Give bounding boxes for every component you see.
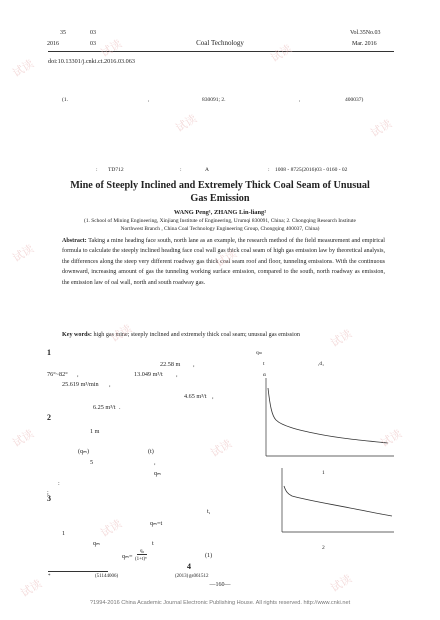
relative-emission-1: 4.65 m³/t bbox=[184, 393, 207, 400]
watermark: 试读 bbox=[18, 577, 45, 600]
semicolon: ; bbox=[47, 489, 49, 496]
period-1: . bbox=[119, 404, 121, 411]
watermark: 试读 bbox=[173, 112, 200, 135]
article-id-label: : bbox=[268, 167, 270, 173]
t-comma: t, bbox=[207, 508, 211, 515]
fig2-curve bbox=[284, 486, 392, 516]
equation-lhs: qₘ= bbox=[122, 553, 133, 560]
qm-symbol-3: qₘ bbox=[93, 540, 100, 547]
formula-inline: qₘ=t bbox=[150, 520, 163, 527]
one: 1 bbox=[62, 530, 66, 537]
fig-label-alpha: α bbox=[263, 372, 266, 378]
five: 5 bbox=[90, 459, 94, 466]
abstract-text: Taking a mine heading face south, north lane as an example, the research method of the field measurement and empirical formula to calculate the steeply inclined heading face coal wall gas thick coal seam of high gas emission law by theoretical analysis, the differences along the steep very different roadway gas thick coal seam roof and floor, tunneling emissions. With the continuous downward, increasing amount of gas the tunneling working surface emission, compared to the south, north roadway as emission, the emission law of oal wall, north and south roadway gas. bbox=[62, 238, 385, 286]
doi: doi:10.13301/j.cnki.ct.2016.03.063 bbox=[48, 58, 135, 65]
qm-symbol: (qₘ) bbox=[78, 448, 90, 455]
footnote-fund-2: (2013) bbox=[175, 574, 189, 579]
footnote-star: * bbox=[48, 574, 51, 579]
watermark: 试读 bbox=[328, 327, 355, 350]
fig1-caption: 1 bbox=[322, 470, 325, 476]
section-1-number: 1 bbox=[47, 348, 51, 357]
affil-en: (1. School of Mining Engineering, Xinjiang Institute of Engineering, Urumqi 830091, China; 2. Chongqing Research Institute bbox=[84, 218, 356, 224]
journal-name: Coal Technology bbox=[196, 39, 244, 47]
figure-1 bbox=[258, 376, 396, 466]
affil-en-2: Northwest Branch , China Coal Technology Engineering Group, Chongqing 400037, China) bbox=[120, 226, 320, 232]
figure-2 bbox=[270, 466, 396, 540]
keywords-label: Key words: bbox=[62, 332, 92, 338]
cnki-footer: ?1994-2016 China Academic Journal Electronic Publishing House. All rights reserved. http://www.cnki.net bbox=[89, 600, 351, 606]
authors: WANG Peng¹, ZHANG Lin-liang² bbox=[173, 209, 267, 216]
comma-2: , bbox=[77, 371, 79, 378]
affil-cn-3: 830091; 2. bbox=[202, 97, 226, 103]
title-en: Mine of Steeply Inclined and Extremely Thick Coal Seam of Unusual bbox=[70, 180, 370, 191]
footnote-fund-3: gs061512 bbox=[189, 574, 209, 579]
interval-1m: 1 m bbox=[90, 428, 100, 435]
watermark: 试读 bbox=[268, 42, 295, 65]
affil-cn-5: 400037) bbox=[345, 97, 364, 103]
comma-5: , bbox=[212, 393, 214, 400]
watermark: 试读 bbox=[98, 517, 125, 540]
equation-numerator: q₀ bbox=[137, 549, 147, 555]
fig1-curve bbox=[268, 388, 388, 443]
header-volume: 35 bbox=[60, 30, 66, 36]
watermark: 试读 bbox=[10, 57, 37, 80]
watermark: 试读 bbox=[213, 247, 240, 270]
doc-code: A bbox=[205, 167, 209, 173]
watermark: 试读 bbox=[10, 242, 37, 265]
t-symbol: (t) bbox=[148, 448, 154, 455]
header-number-2: 03 bbox=[90, 41, 96, 47]
fig-label-qm: qₘ bbox=[256, 350, 263, 356]
header-date-en: Mar. 2016 bbox=[352, 41, 377, 47]
title-en-2: Gas Emission bbox=[190, 193, 250, 204]
footnote-rule bbox=[48, 571, 108, 572]
section-2-number: 2 bbox=[47, 413, 51, 422]
relative-emission-2: 6.25 m³/t bbox=[93, 404, 116, 411]
absolute-emission: 25.619 m³/min bbox=[62, 381, 99, 388]
affil-cn-2: , bbox=[148, 97, 150, 103]
header-year: 2016 bbox=[47, 41, 59, 47]
qm-symbol-2: qₘ bbox=[154, 470, 161, 477]
comma-4: , bbox=[109, 381, 111, 388]
clc-code: TD712 bbox=[108, 167, 124, 173]
watermark: 试读 bbox=[368, 117, 395, 140]
fig-label-d1: ,d₁ bbox=[318, 361, 325, 367]
abstract-label: Abstract: bbox=[62, 238, 87, 244]
comma-6: , bbox=[154, 459, 156, 466]
equation-denominator: (1+t)ⁿ bbox=[135, 557, 147, 562]
doc-code-label: : bbox=[180, 167, 182, 173]
section-3-number: 3 bbox=[47, 494, 51, 503]
watermark: 试读 bbox=[378, 427, 405, 450]
header-number: 03 bbox=[90, 30, 96, 36]
keywords-text: high gas mine; steeply inclined and extremely thick coal seam; unusual gas emission bbox=[93, 332, 300, 338]
equation-number: (1) bbox=[205, 552, 213, 559]
dip-angle: 76°~82° bbox=[47, 371, 68, 378]
watermark: 试读 bbox=[98, 37, 125, 60]
clc-label: : bbox=[96, 167, 98, 173]
footnote-fund-1: (51144006) bbox=[95, 574, 119, 579]
t-symbol-2: t bbox=[152, 540, 154, 547]
fig-label-t: t bbox=[263, 361, 265, 367]
watermark: 试读 bbox=[328, 572, 355, 595]
affil-cn-4: , bbox=[299, 97, 301, 103]
watermark: 试读 bbox=[10, 427, 37, 450]
gas-content: 13.049 m³/t bbox=[134, 371, 163, 378]
comma-1: , bbox=[193, 361, 195, 368]
header-vol-en: Vol.35No.03 bbox=[350, 30, 381, 36]
section-4-number: 4 bbox=[187, 562, 191, 571]
page-number: —160— bbox=[209, 582, 231, 588]
watermark: 试读 bbox=[108, 322, 135, 345]
colon: : bbox=[58, 480, 60, 487]
article-id: 1008 - 8725(2016)03 - 0160 - 02 bbox=[275, 167, 348, 173]
seam-thickness: 22.58 m bbox=[160, 361, 181, 368]
watermark: 试读 bbox=[208, 437, 235, 460]
affil-cn-1: (1. bbox=[62, 97, 68, 103]
comma-3: , bbox=[176, 371, 178, 378]
fig2-caption: 2 bbox=[322, 545, 325, 551]
